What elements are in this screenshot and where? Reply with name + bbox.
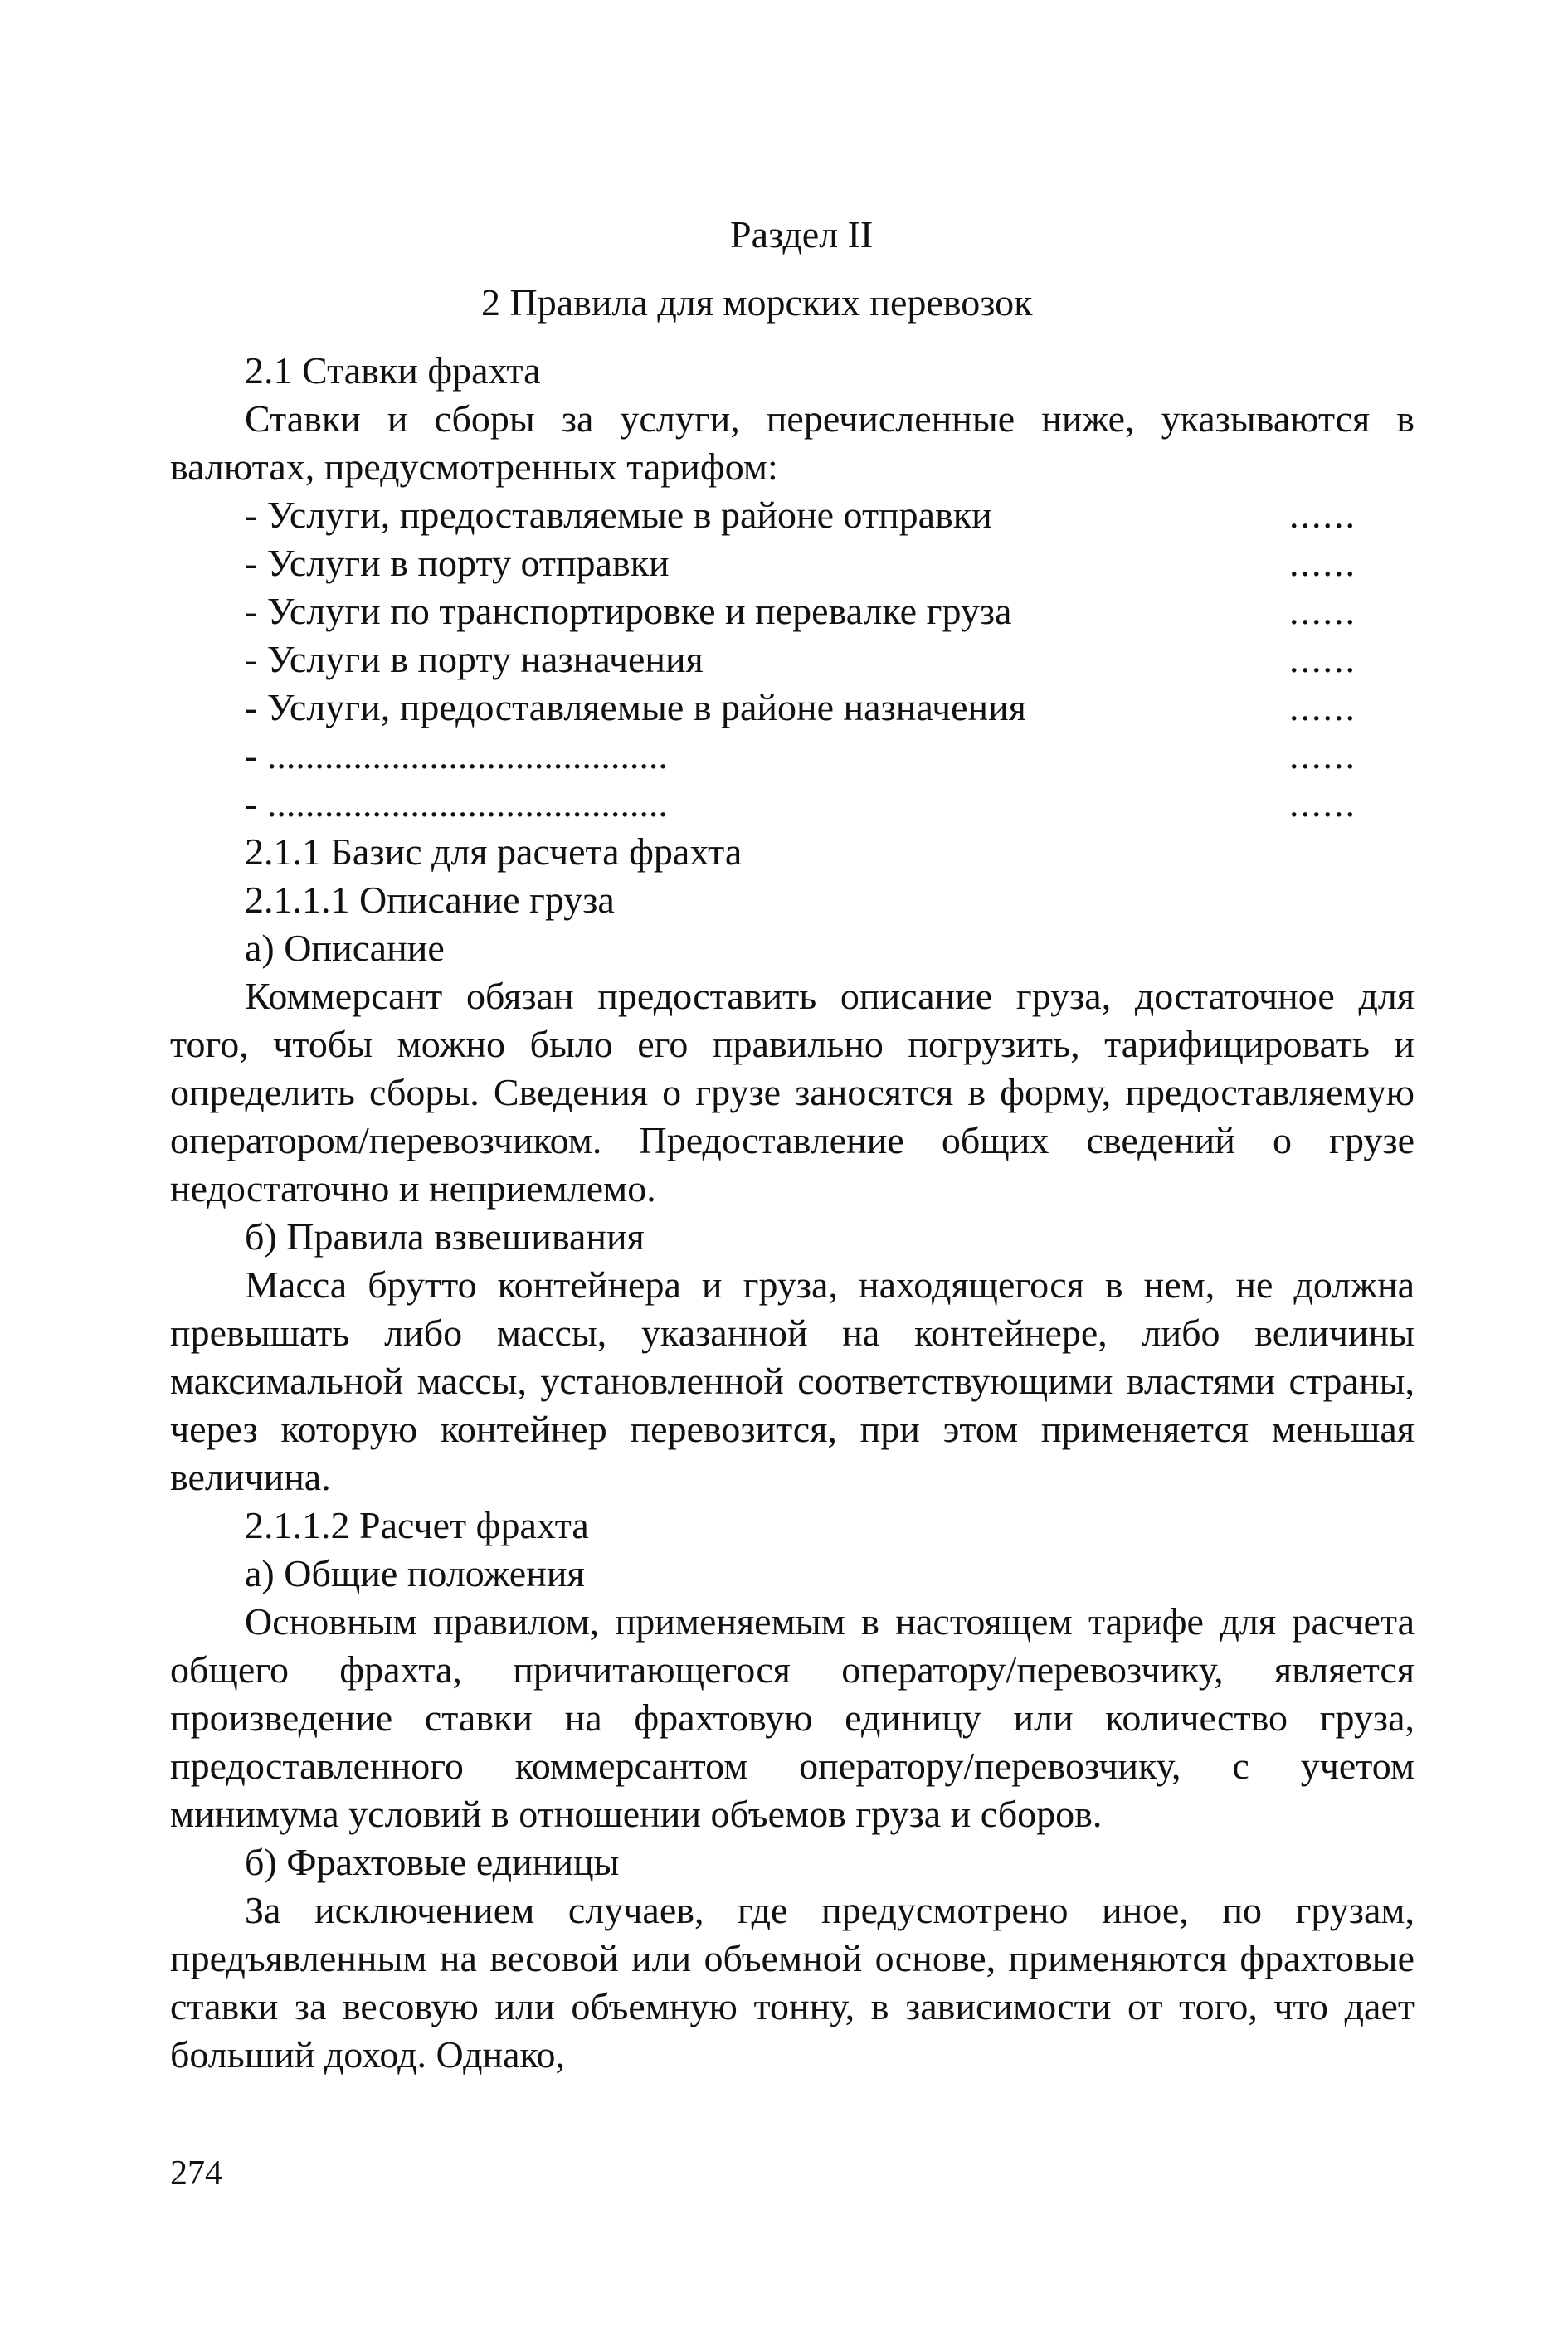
subsection-2-1-text: Ставки и сборы за услуги, перечисленные ниже, указываются в валютах, предусмотренных тарифом: [170, 397, 1415, 488]
service-label: - .......................................... [245, 782, 668, 825]
subsection-2-1-1-title: 2.1.1 Базис для расчета фрахта [245, 830, 743, 873]
item-b-weighing-title: б) Правила взвешивания [245, 1215, 645, 1258]
section-title: Раздел II [730, 213, 874, 256]
subsection-2-1-title: 2.1 Ставки фрахта [245, 349, 541, 392]
service-dots: ...... [1289, 782, 1356, 825]
body-text [170, 347, 1415, 2079]
service-label: - Услуги по транспортировке и перевалке груза [245, 590, 1012, 632]
service-dots: ...... [1289, 494, 1356, 536]
item-a-general-text: Основным правилом, применяемым в настоящем тарифе для расчета общего фрахта, причитающегося оператору/перевозчику, является произведение ставки на фрахтовую единицу или количество груза, предоставленного коммерсантом оператору/перевозчику, с учетом минимума условий в отношении объемов груза и сборов. [170, 1600, 1415, 1835]
list-item [170, 780, 1415, 828]
service-label: - Услуги в порту назначения [245, 638, 704, 680]
service-label: - .......................................... [245, 734, 668, 776]
list-item [170, 491, 1415, 539]
service-dots: ...... [1289, 686, 1356, 728]
service-dots: ...... [1289, 734, 1356, 776]
subsection-2-1-1-1-title: 2.1.1.1 Описание груза [245, 879, 615, 921]
item-b-freight-units-title: б) Фрахтовые единицы [245, 1841, 620, 1883]
subsection-2-1-1-2-title: 2.1.1.2 Расчет фрахта [245, 1504, 589, 1546]
item-b-freight-units-text: За исключением случаев, где предусмотрено иное, по грузам, предъявленным на весовой или объемной основе, применяются фрахтовые ставки за весовую или объемную тонну, в зависимости от того, что дает больший доход. Однако, [170, 1889, 1415, 2076]
list-item [170, 684, 1415, 732]
service-label: - Услуги, предоставляемые в районе назначения [245, 686, 1026, 728]
list-item [170, 732, 1415, 780]
chapter-title: 2 Правила для морских перевозок [481, 281, 1033, 324]
list-item [170, 539, 1415, 587]
list-item [170, 635, 1415, 684]
page-number: 274 [170, 2154, 222, 2193]
service-label: - Услуги, предоставляемые в районе отправки [245, 494, 992, 536]
item-a-description-text: Коммерсант обязан предоставить описание груза, достаточное для того, чтобы можно было его правильно погрузить, тарифицировать и определить сборы. Сведения о грузе заносятся в форму, предоставляемую оператором/перевозчиком. Предоставление общих сведений о грузе недостаточно и неприемлемо. [170, 975, 1415, 1210]
service-dots: ...... [1289, 542, 1356, 584]
service-dots: ...... [1289, 638, 1356, 680]
list-item [170, 587, 1415, 635]
item-b-weighing-text: Масса брутто контейнера и груза, находящегося в нем, не должна превышать либо массы, указанной на контейнере, либо величины максимальной массы, установленной соответствующими властями страны, через которую контейнер перевозится, при этом применяется меньшая величина. [170, 1263, 1415, 1498]
service-dots: ...... [1289, 590, 1356, 632]
services-list [170, 491, 1415, 828]
item-a-general-title: а) Общие положения [245, 1552, 585, 1594]
service-label: - Услуги в порту отправки [245, 542, 670, 584]
item-a-description-title: а) Описание [245, 927, 445, 969]
